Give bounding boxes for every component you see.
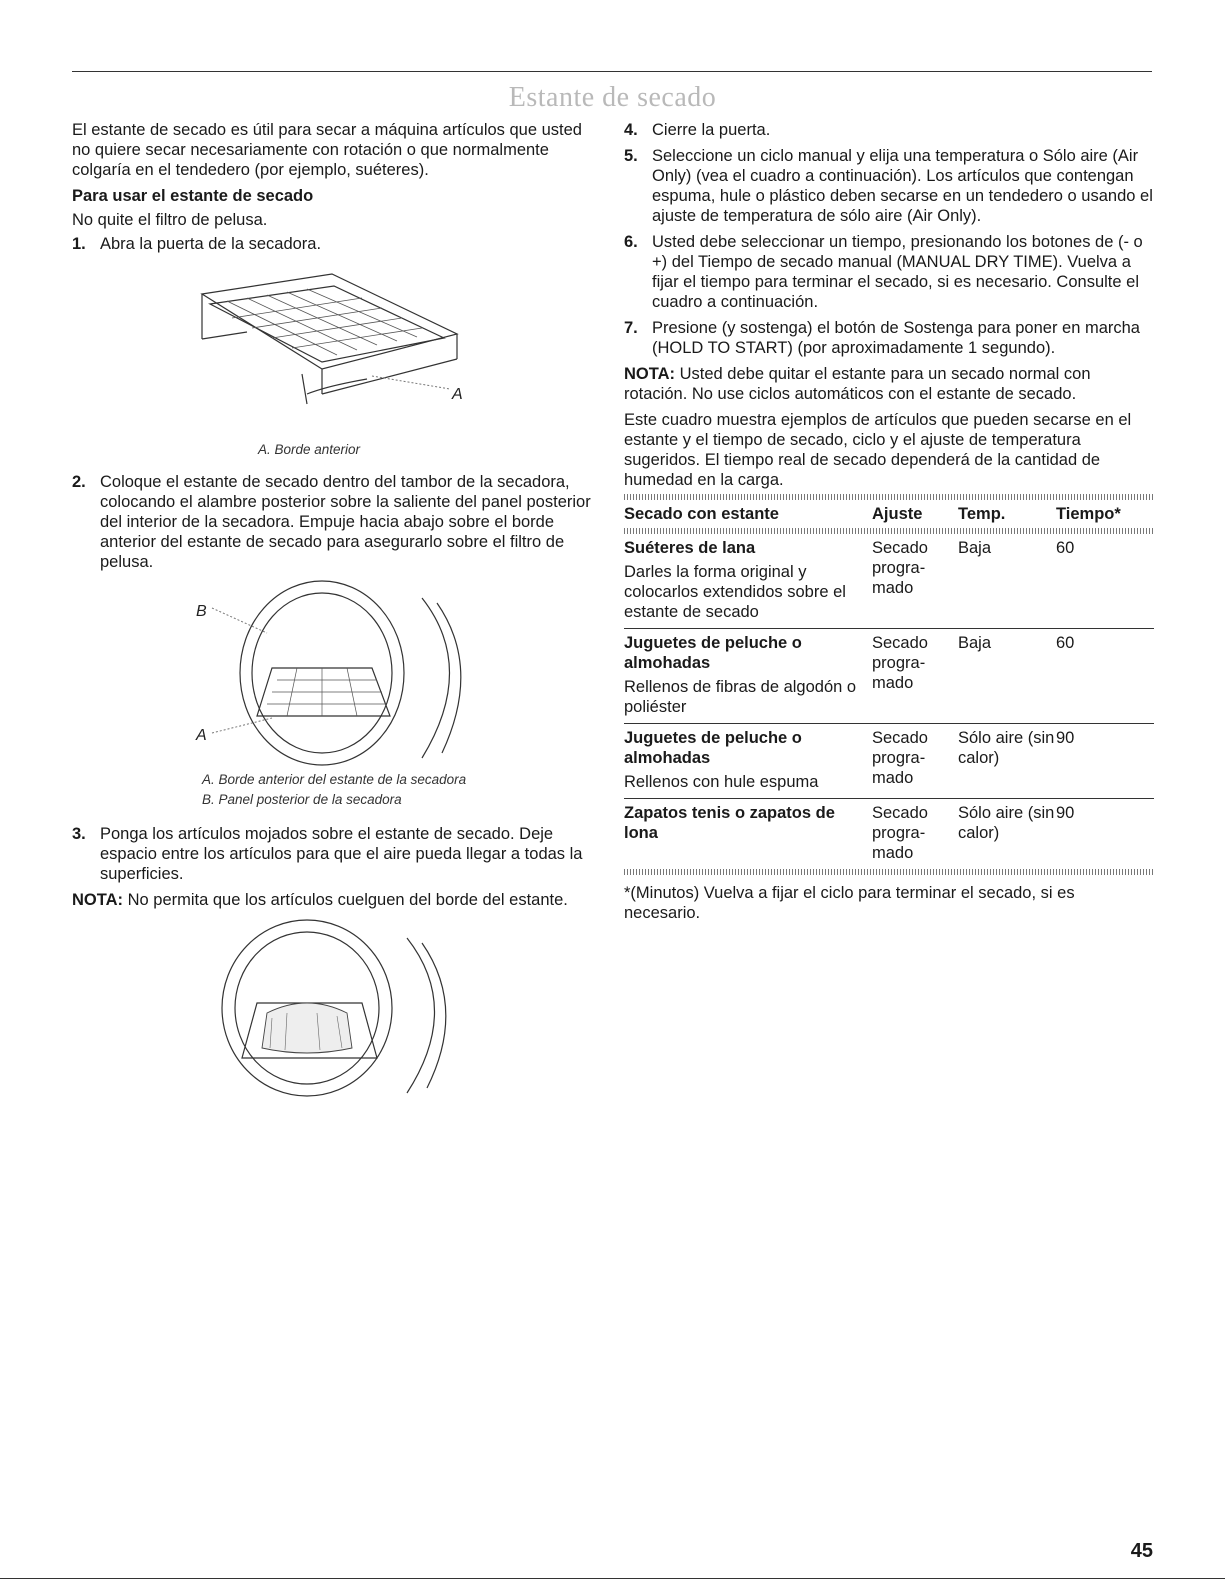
right-column xyxy=(624,120,1154,927)
table-intro: Este cuadro muestra ejemplos de artículos que pueden secarse en el estante y el tiempo de secado, ciclo y el ajuste de temperatura sugeridos. El tiempo real de secado dependerá de la cantidad de humedad en la carga. xyxy=(624,411,1132,489)
drum-figure xyxy=(72,578,592,768)
col-header: Temp. xyxy=(958,505,1006,523)
fig2-label-a: A xyxy=(196,727,207,744)
subheading: Para usar el estante de secado xyxy=(72,187,314,205)
table-row: Zapatos tenis o zapatos de lona Secado progra-mado Sólo aire (sin calor) 90 xyxy=(624,804,1075,862)
page-title: Estante de secado xyxy=(508,82,717,113)
items-on-rack-illustration xyxy=(72,918,592,1098)
rack-in-drum-illustration xyxy=(72,578,592,768)
fig1-label-a: A xyxy=(452,386,463,403)
nota-left: NOTA: No permita que los artículos cuelguen del borde del estante. xyxy=(72,891,568,909)
col-header: Secado con estante xyxy=(624,505,779,523)
step-6: 6. Usted debe seleccionar un tiempo, presionando los botones de (- o +) del Tiempo de secado manual (MANUAL DRY TIME). Vuelva a fijar el tiempo para terminar el secado, si es necesario. Consulte el cuadro a continuación. xyxy=(624,233,1143,311)
step-7: 7. Presione (y sostenga) el botón de Sostenga para poner en marcha (HOLD TO START) (por aproximadamente 1 segundo). xyxy=(624,319,1140,357)
bottom-rule xyxy=(0,1578,1225,1579)
items-figure xyxy=(72,918,592,1098)
fig2-label-b: B xyxy=(196,603,207,620)
top-rule xyxy=(72,71,1152,72)
table-row: Juguetes de peluche o almohadas Rellenos con hule espuma Secado progra-mado Sólo aire (sin calor) 90 xyxy=(624,724,1154,799)
table-bottom-hatch xyxy=(624,869,1154,875)
fig2-caption-b: B. Panel posterior de la secadora xyxy=(202,792,402,807)
table-footnote: *(Minutos) Vuelva a fijar el ciclo para terminar el secado, si es necesario. xyxy=(624,884,1075,922)
fig2-caption-a: A. Borde anterior del estante de la secadora xyxy=(202,772,467,787)
step-5: 5. Seleccione un ciclo manual y elija una temperatura o Sólo aire (Air Only) (vea el cuadro a continuación). Los artículos que contengan espuma, hule o plástico deben secarse en un tendedero o usando el ajuste de temperatura de sólo aire (Air Only). xyxy=(624,147,1153,225)
step-3: 3. Ponga los artículos mojados sobre el estante de secado. Deje espacio entre los artículos para que el aire pueda llegar a todas la superficies. xyxy=(72,825,583,883)
table-header-row xyxy=(624,500,1154,528)
drying-table-body xyxy=(624,534,1154,869)
step-1: 1. Abra la puerta de la secadora. xyxy=(72,235,322,253)
intro-text: El estante de secado es útil para secar a máquina artículos que usted no quiere secar necesariamente con rotación o que normalmente colgaría en el tendedero (por ejemplo, suéteres). xyxy=(72,121,582,179)
drying-rack-illustration xyxy=(72,264,592,444)
page-number: 45 xyxy=(1130,1540,1153,1562)
fig1-caption: A. Borde anterior xyxy=(258,442,361,457)
nota-right: NOTA: Usted debe quitar el estante para un secado normal con rotación. No use ciclos automáticos con el estante de secado. xyxy=(624,365,1091,403)
no-remove-text: No quite el filtro de pelusa. xyxy=(72,211,268,229)
table-row: Juguetes de peluche o almohadas Rellenos de fibras de algodón o poliéster Secado progra-mado Baja 60 xyxy=(624,629,1154,724)
left-column xyxy=(72,120,592,1098)
step-4: 4. Cierre la puerta. xyxy=(624,121,771,139)
col-header: Tiempo* xyxy=(1056,505,1121,523)
drying-table xyxy=(624,500,1154,528)
step-2: 2. Coloque el estante de secado dentro del tambor de la secadora, colocando el alambre posterior sobre la saliente del panel posterior del interior de la secadora. Empuje hacia abajo sobre el borde anterior del estante de secado para asegurarlo sobre el filtro de pelusa. xyxy=(72,473,591,571)
rack-figure xyxy=(72,264,592,444)
col-header: Ajuste xyxy=(872,505,923,523)
table-row: Suéteres de lana Darles la forma original y colocarlos extendidos sobre el estante de secado Secado progra-mado Baja 60 xyxy=(624,534,1154,629)
